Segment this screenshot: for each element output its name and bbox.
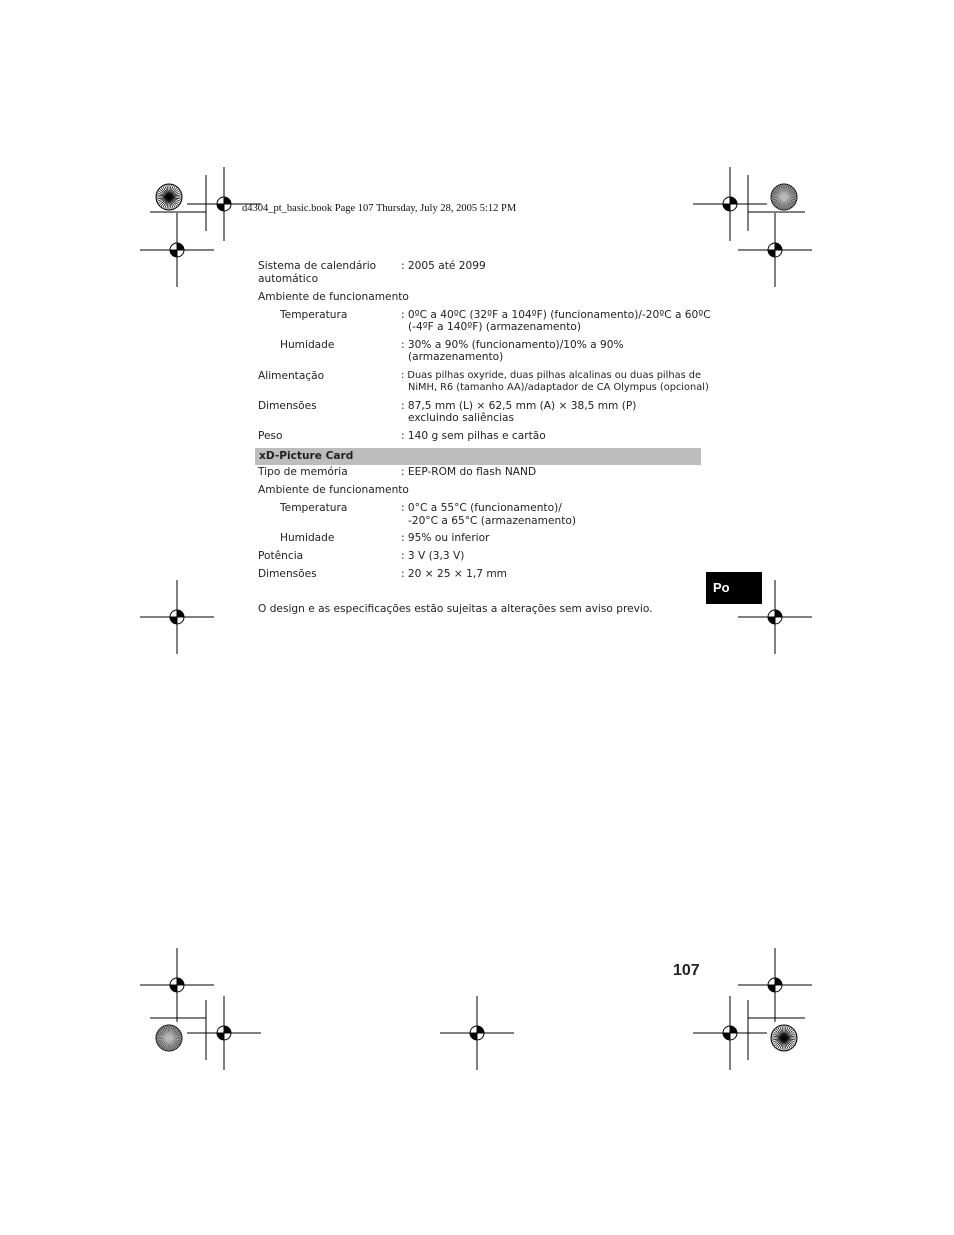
disclaimer-note: O design e as especificações estão sujeitas a alterações sem aviso previo. <box>258 603 653 615</box>
spec-label-calendar: Sistema de calendário <box>258 260 377 272</box>
card-value-dimensions: : 20 × 25 × 1,7 mm <box>401 568 507 580</box>
card-label-memory-type: Tipo de memória <box>258 466 348 478</box>
spec-value-dimensions-cont: excluindo saliências <box>408 412 515 424</box>
crosshair-target-icon <box>187 996 261 1070</box>
spec-value-temperature: : 0ºC a 40ºC (32ºF a 104ºF) (funcionamento)/-20ºC a 60ºC <box>401 309 711 321</box>
spec-value-weight: : 140 g sem pilhas e cartão <box>401 430 546 442</box>
crosshair-target-icon <box>140 213 214 287</box>
card-value-temperature: : 0°C a 55°C (funcionamento)/ <box>401 502 562 514</box>
spec-label-calendar-cont: automático <box>258 273 319 285</box>
spec-label-weight: Peso <box>258 430 283 442</box>
crosshair-target-icon <box>738 948 812 1022</box>
crosshair-target-icon <box>440 996 514 1070</box>
spec-value-power-source: : Duas pilhas oxyride, duas pilhas alcalinas ou duas pilhas de <box>401 370 702 381</box>
card-label-dimensions: Dimensões <box>258 568 317 580</box>
print-header-line: d4304_pt_basic.book Page 107 Thursday, July 28, 2005 5:12 PM <box>242 203 517 214</box>
spec-value-dimensions: : 87,5 mm (L) × 62,5 mm (A) × 38,5 mm (P) <box>401 400 637 412</box>
card-value-temperature-cont: -20°C a 65°C (armazenamento) <box>408 515 576 527</box>
spec-value-calendar: : 2005 até 2099 <box>401 260 486 272</box>
crosshair-target-icon <box>140 948 214 1022</box>
registration-starburst-icon <box>771 184 797 210</box>
registration-starburst-icon <box>156 184 182 210</box>
card-label-humidity: Humidade <box>280 532 335 544</box>
registration-starburst-icon <box>771 1025 797 1051</box>
crosshair-target-icon <box>140 580 214 654</box>
crosshair-target-icon <box>693 167 767 241</box>
card-value-memory-type: : EEP-ROM do flash NAND <box>401 466 537 478</box>
spec-label-humidity: Humidade <box>280 339 335 351</box>
card-value-power: : 3 V (3,3 V) <box>401 550 465 562</box>
spec-value-power-source-cont: NiMH, R6 (tamanho AA)/adaptador de CA Olympus (opcional) <box>408 382 709 393</box>
spec-label-temperature: Temperatura <box>280 309 348 321</box>
language-tab: Po <box>706 572 762 604</box>
registration-starburst-icon <box>156 1025 182 1051</box>
card-label-temperature: Temperatura <box>280 502 348 514</box>
page-number: 107 <box>673 962 700 979</box>
card-value-humidity: : 95% ou inferior <box>401 532 490 544</box>
spec-value-humidity: : 30% a 90% (funcionamento)/10% a 90% <box>401 339 624 351</box>
section-title: xD-Picture Card <box>259 450 354 462</box>
crosshair-target-icon <box>693 996 767 1070</box>
crosshair-target-icon <box>738 213 812 287</box>
spec-label-dimensions: Dimensões <box>258 400 317 412</box>
spec-label-environment: Ambiente de funcionamento <box>258 291 409 303</box>
spec-value-humidity-cont: (armazenamento) <box>408 351 504 363</box>
card-label-environment: Ambiente de funcionamento <box>258 484 409 496</box>
spec-value-temperature-cont: (-4ºF a 140ºF) (armazenamento) <box>408 321 582 333</box>
card-label-power: Potência <box>258 550 304 562</box>
spec-label-power-source: Alimentação <box>258 370 325 382</box>
